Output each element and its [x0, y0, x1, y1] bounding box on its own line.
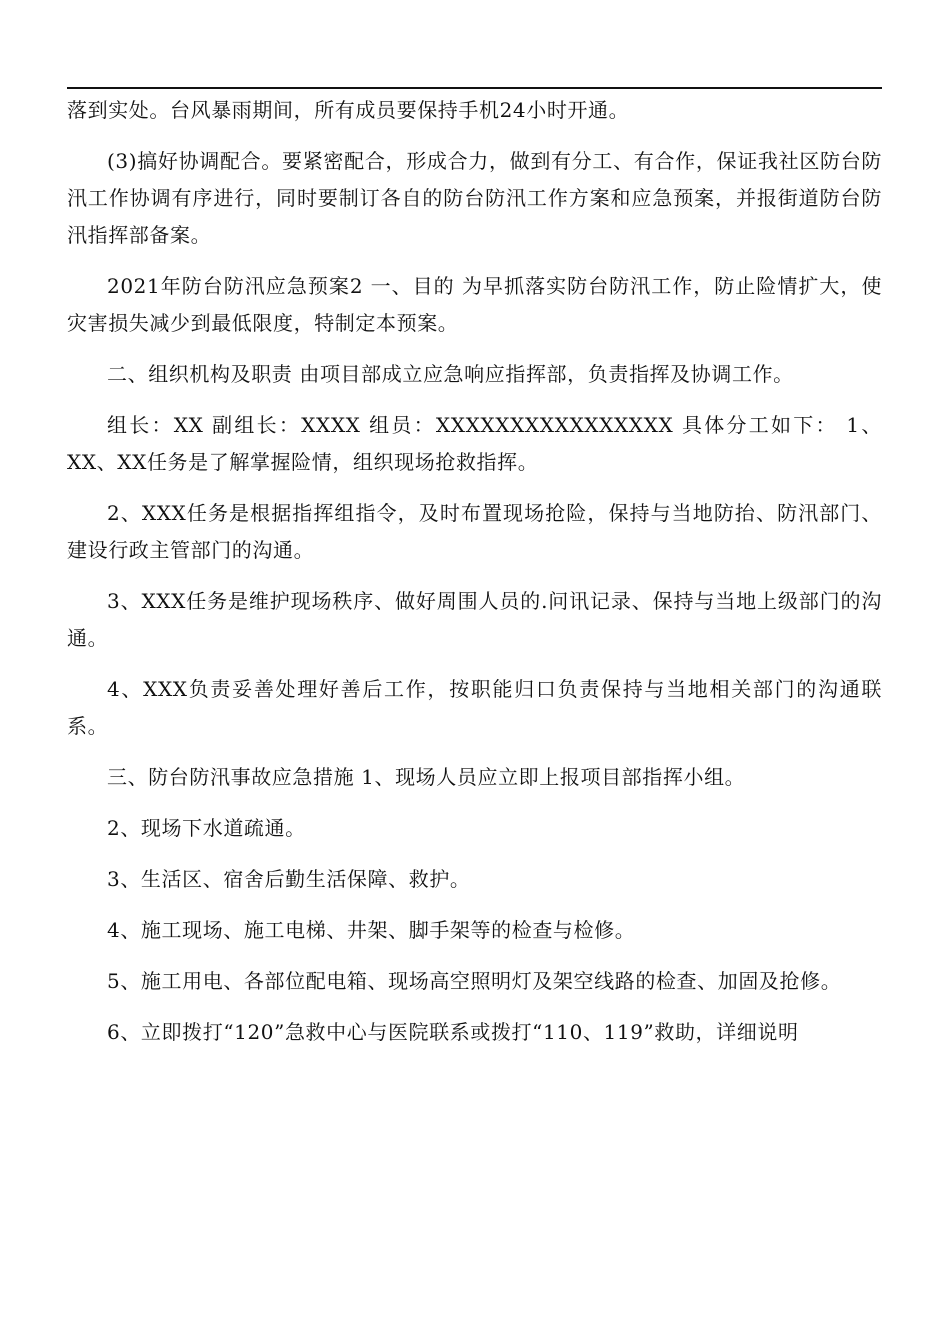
- paragraph-measure-4: 4、施工现场、施工电梯、井架、脚手架等的检查与检修。: [107, 918, 636, 942]
- paragraph-duty-2: 2、XXX任务是根据指挥组指令，及时布置现场抢险，保持与当地防抬、防汛部门、建设行政主管部门的沟通。: [67, 501, 882, 562]
- paragraph-team-members: 组长：XX 副组长：XXXX 组员：XXXXXXXXXXXXXXXX 具体分工如下： 1、XX、XX任务是了解掌握险情，组织现场抢救指挥。: [67, 413, 882, 474]
- paragraph-measure-2: 2、现场下水道疏通。: [107, 816, 306, 840]
- paragraph-continuation: 落到实处。台风暴雨期间，所有成员要保持手机24小时开通。: [67, 98, 630, 122]
- paragraph-measure-5: 5、施工用电、各部位配电箱、现场高空照明灯及架空线路的检查、加固及抢修。: [107, 969, 842, 993]
- paragraph-measure-6: 6、立即拨打“120”急救中心与医院联系或拨打“110、119”救助，详细说明: [107, 1020, 799, 1044]
- paragraph-plan-purpose: 2021年防台防汛应急预案2 一、目的 为早抓落实防台防汛工作，防止险情扩大，使灾害损失减少到最低限度，特制定本预案。: [67, 274, 882, 335]
- paragraph-duty-3: 3、XXX任务是维护现场秩序、做好周围人员的.问讯记录、保持与当地上级部门的沟通。: [67, 589, 882, 650]
- paragraph-organization: 二、组织机构及职责 由项目部成立应急响应指挥部，负责指挥及协调工作。: [107, 362, 794, 386]
- document-body: [67, 92, 882, 1065]
- paragraph-emergency-measures: 三、防台防汛事故应急措施 1、现场人员应立即上报项目部指挥小组。: [107, 765, 746, 789]
- paragraph-coordination: (3)搞好协调配合。要紧密配合，形成合力，做到有分工、有合作，保证我社区防台防汛工作协调有序进行，同时要制订各自的防台防汛工作方案和应急预案，并报街道防台防汛指挥部备案。: [67, 149, 882, 247]
- header-rule: [67, 87, 882, 89]
- paragraph-measure-3: 3、生活区、宿舍后勤生活保障、救护。: [107, 867, 471, 891]
- paragraph-duty-4: 4、XXX负责妥善处理好善后工作，按职能归口负责保持与当地相关部门的沟通联系。: [67, 677, 882, 738]
